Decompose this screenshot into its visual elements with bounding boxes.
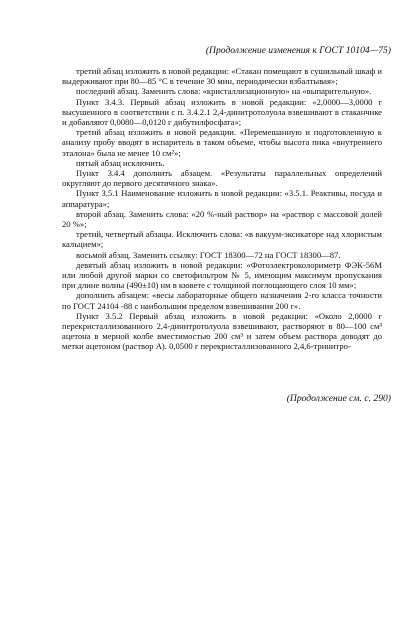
paragraph-6: Пункт 3.4.4 дополнить абзацем. «Результаты параллельных определений округляют до первого десятичного знака». — [62, 168, 382, 189]
paragraph-11: девятый абзац изложить в новой редакции: «Фотоэлектроколориметр ФЭК-56М или любой другой марки со светофильтром № 5, имеющим максимум пропускания при длине волны (490±10) нм в кювете с толщиной поглощающего слоя 10 мм»; — [62, 259, 382, 291]
paragraph-13: Пункт 3.5.2 Первый абзац изложить в новой редакции: «Около 2,0000 г перекристаллизованного 2,4-динитротолуола взвешивают, растворяют в 80—100 см³ ацетона в мерной колбе вместимостью 200 см³ и затем объем раствора доводят до метки ацетоном (раствор А). 0,0500 г перекристаллизованного 2,4,6-тринитро- — [62, 310, 382, 352]
paragraph-9: третий, четвертый абзацы. Исключить слова: «в вакуум-эксикаторе над хлористым кальцием»; — [62, 229, 382, 250]
paragraph-3: Пункт 3.4.3. Первый абзац изложить в новой редакции: «2,0000—3,0000 г высушенного в соответствии с п. 3.4.2.1 2,4-динитротолуола взвешивают в стаканчике и добавляют 0,0080—0,0120 г дибутилфосфата»; — [62, 96, 382, 128]
paragraph-4: третий абзац изложить в новой редакции. «Перемешанную и подготовленную к анализу пробу вводят в испаритель в таком объеме, чтобы высота пика «внутреннего эталона» была не менее 10 см²»; — [62, 127, 382, 158]
paragraph-10: восьмой абзац. Заменить ссылку: ГОСТ 18300—72 на ГОСТ 18300—87. — [76, 249, 341, 260]
paragraph-8: второй абзац. Заменить слова: «20 %-ный раствор» на «раствор с массовой долей 20 %»; — [62, 208, 382, 230]
continuation-footer: (Продолжение см. с. 290) — [286, 393, 391, 404]
paragraph-7: Пункт 3.5.1 Наименование изложить в новой редакции: «3.5.1. Реактивы, посуда и аппаратура»; — [62, 188, 382, 209]
continuation-header: (Продолжение изменения к ГОСТ 10104—75) — [205, 45, 391, 56]
paragraph-5: пятый абзац исключить. — [76, 157, 165, 168]
paragraph-2: последний абзац. Заменить слова: «кристаллизационную» на «выпарительную». — [76, 86, 372, 97]
paragraph-12: дополнить абзацем: «весы лабораторные общего назначения 2-го класса точности по ГОСТ 24104 -88 с наибольшим пределом взвешивания 200 г». — [62, 290, 382, 311]
document-body — [62, 66, 382, 352]
paragraph-1: третий абзац изложить в новой редакции: «Стакан помещают в сушильный шкаф и выдерживают при 80—85 °С в течение 30 мин, периодически взбалтывая»; — [62, 66, 382, 87]
